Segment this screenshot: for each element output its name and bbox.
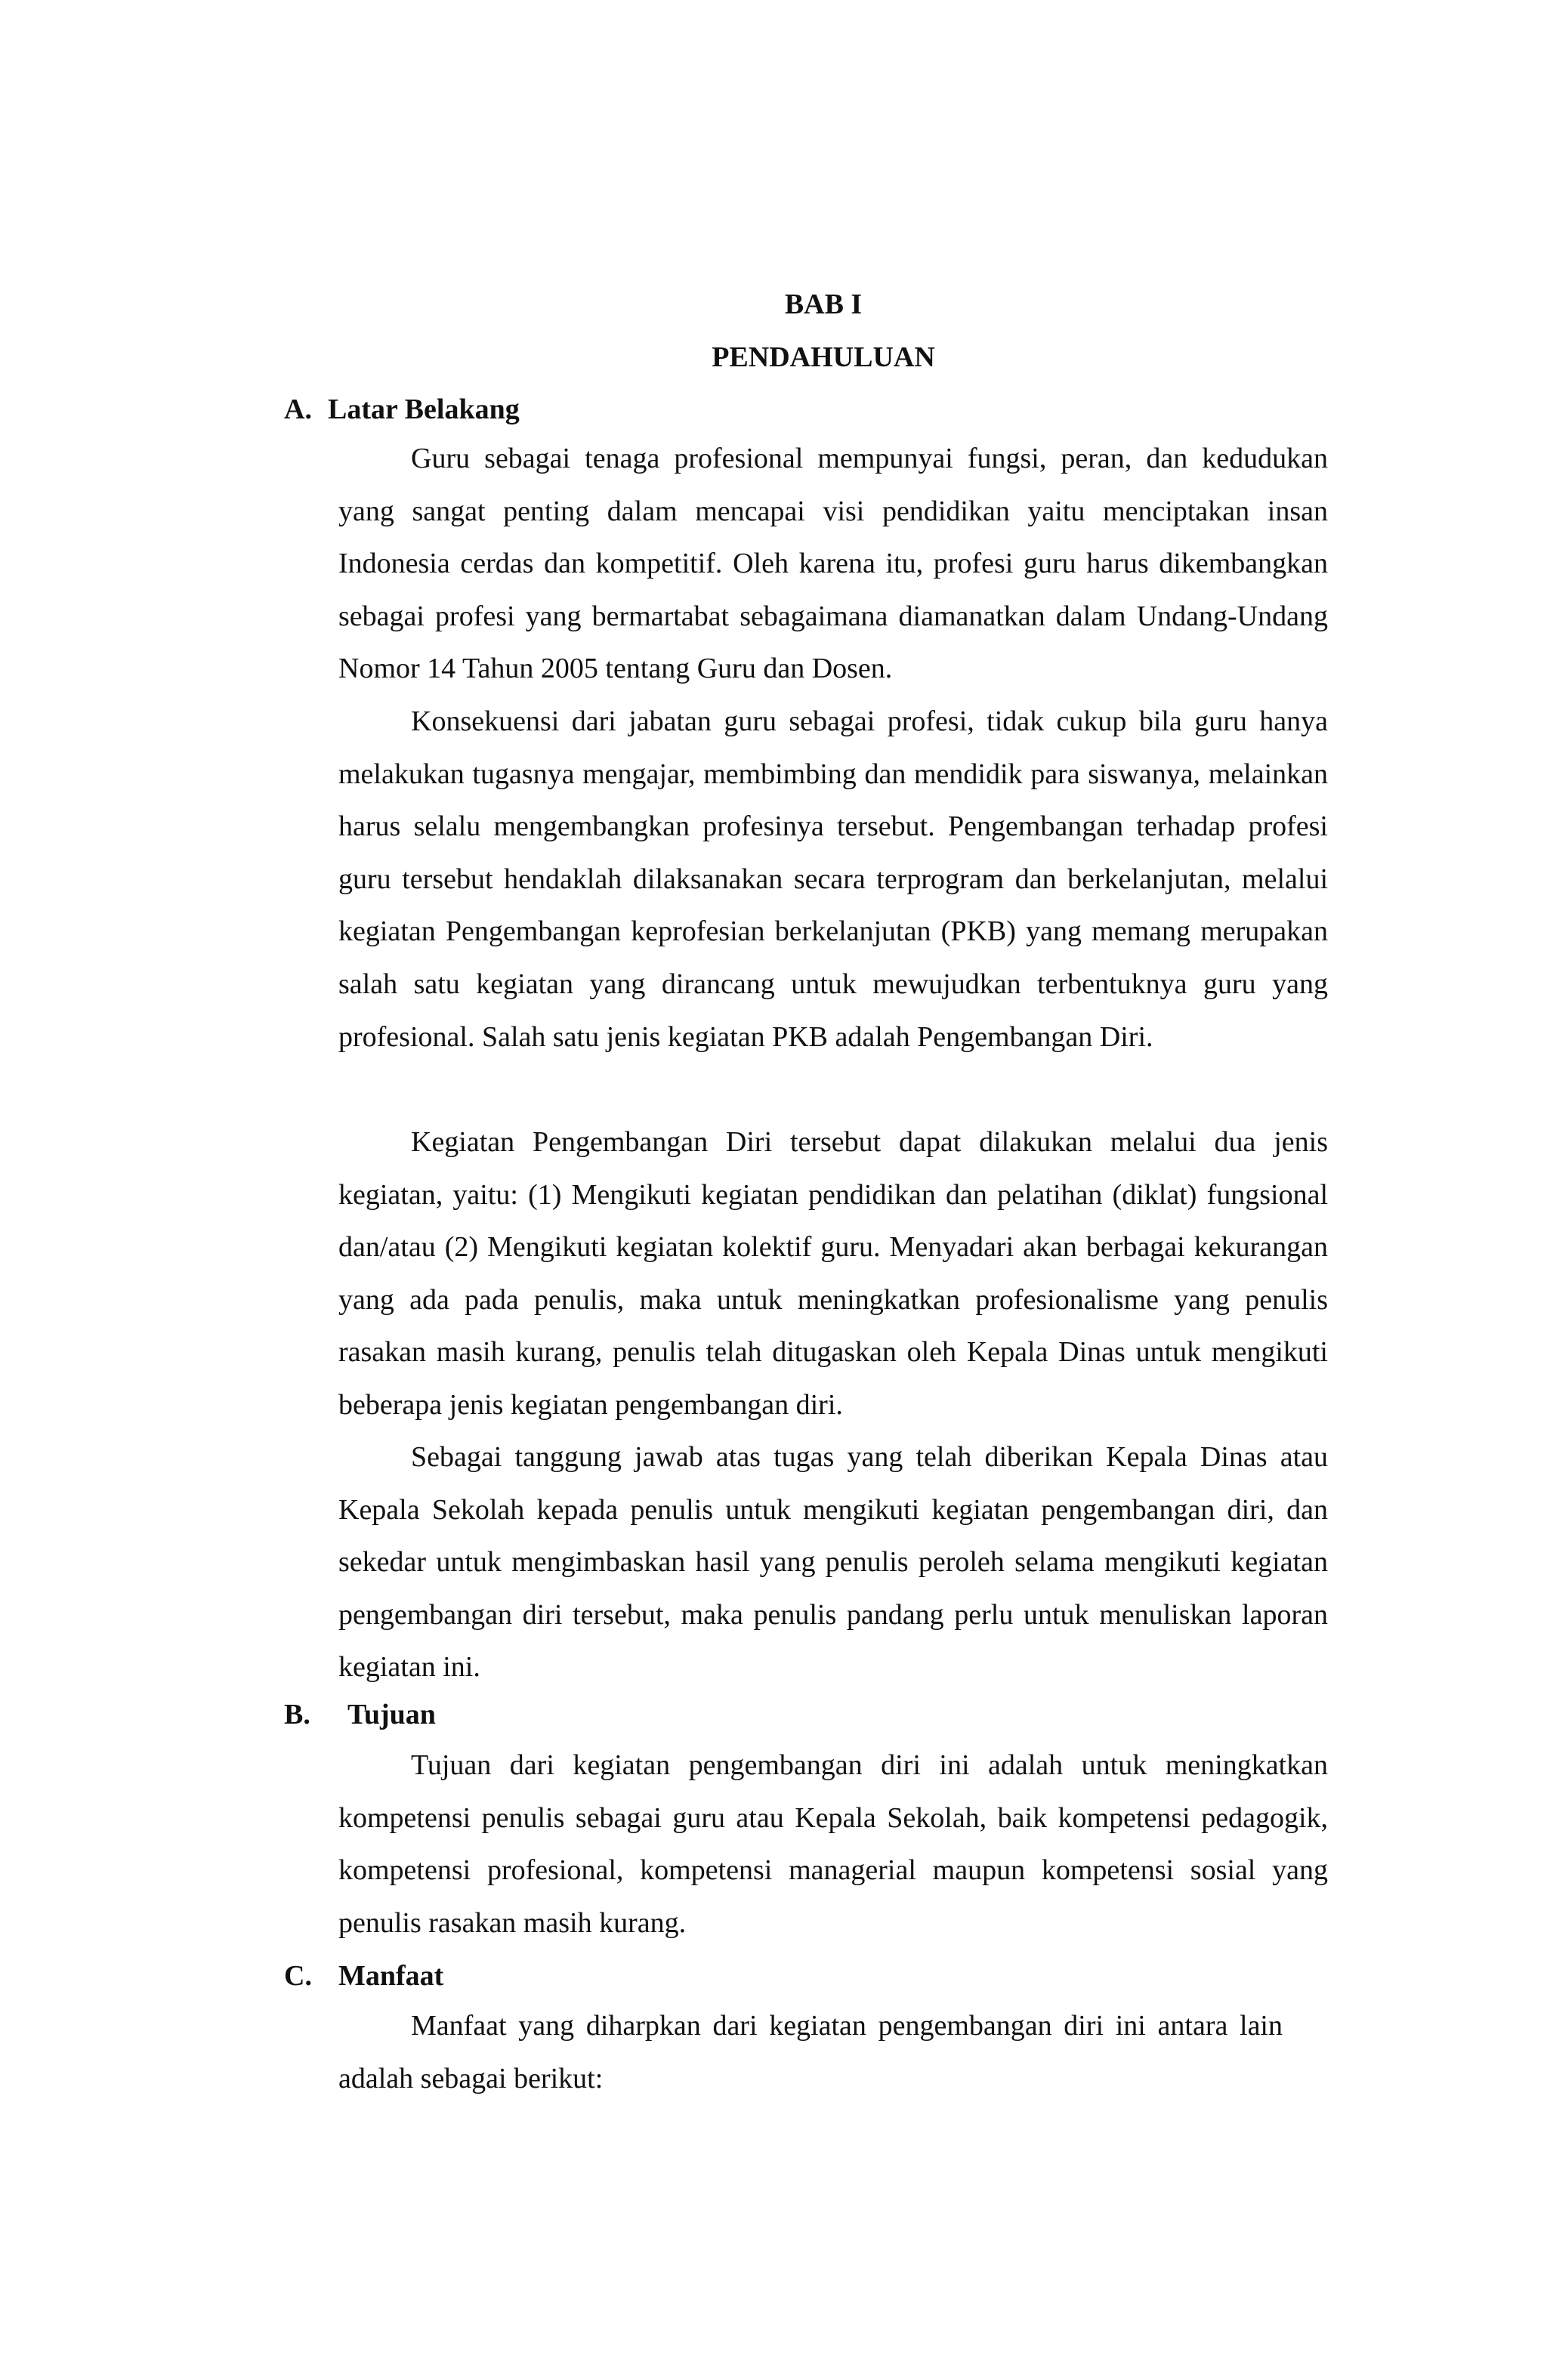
section-heading-manfaat [284, 1957, 443, 1995]
paragraph: Kegiatan Pengembangan Diri tersebut dapat dilakukan melalui dua jenis kegiatan, yaitu: (1) Mengikuti kegiatan pendidikan dan pelatihan (diklat) fungsional dan/atau (2) Mengikuti kegiatan kolektif guru. Menyadari akan berbagai kekurangan yang ada pada penulis, maka untuk meningkatkan profesionalisme yang penulis rasakan masih kurang, penulis telah ditugaskan oleh Kepala Dinas untuk mengikuti beberapa jenis kegiatan pengembangan diri. [338, 1126, 1328, 1421]
section-title: Manfaat [338, 1960, 444, 1992]
section-letter: A. [284, 394, 312, 425]
section-letter: B. [284, 1699, 310, 1730]
section-title: Latar Belakang [328, 394, 520, 425]
section-title: Tujuan [347, 1699, 436, 1730]
paragraph: Sebagai tanggung jawab atas tugas yang telah diberikan Kepala Dinas atau Kepala Sekolah kepada penulis untuk mengikuti kegiatan pengembangan diri, dan sekedar untuk mengimbaskan hasil yang penulis peroleh selama mengikuti kegiatan pengembangan diri tersebut, maka penulis pandang perlu untuk menuliskan laporan kegiatan ini. [338, 1441, 1328, 1684]
chapter-number: BAB I [784, 289, 863, 320]
section-letter: C. [284, 1960, 312, 1992]
paragraph: Konsekuensi dari jabatan guru sebagai profesi, tidak cukup bila guru hanya melakukan tugasnya mengajar, membimbing dan mendidik para siswanya, melainkan harus selalu mengembangkan profesinya tersebut. Pengembangan terhadap profesi guru tersebut hendaklah dilaksanakan secara terprogram dan berkelanjutan, melalui kegiatan Pengembangan keprofesian berkelanjutan (PKB) yang memang merupakan salah satu kegiatan yang dirancang untuk mewujudkan terbentuknya guru yang profesional. Salah satu jenis kegiatan PKB adalah Pengembangan Diri. [338, 705, 1328, 1053]
paragraph: Manfaat yang diharpkan dari kegiatan pengembangan diri ini antara lain adalah sebagai berikut: [338, 2010, 1283, 2094]
section-heading-tujuan [284, 1696, 436, 1733]
paragraph: Guru sebagai tenaga profesional mempunyai fungsi, peran, dan kedudukan yang sangat penting dalam mencapai visi pendidikan yaitu menciptakan insan Indonesia cerdas dan kompetitif. Oleh karena itu, profesi guru harus dikembangkan sebagai profesi yang bermartabat sebagaimana diamanatkan dalam Undang-Undang Nomor 14 Tahun 2005 tentang Guru dan Dosen. [338, 443, 1328, 685]
section-heading-latar-belakang [284, 390, 520, 428]
chapter-title: PENDAHULUAN [712, 341, 935, 373]
paragraph: Tujuan dari kegiatan pengembangan diri ini adalah untuk meningkatkan kompetensi penulis sebagai guru atau Kepala Sekolah, baik kompetensi pedagogik, kompetensi profesional, kompetensi managerial maupun kompetensi sosial yang penulis rasakan masih kurang. [338, 1749, 1328, 1939]
